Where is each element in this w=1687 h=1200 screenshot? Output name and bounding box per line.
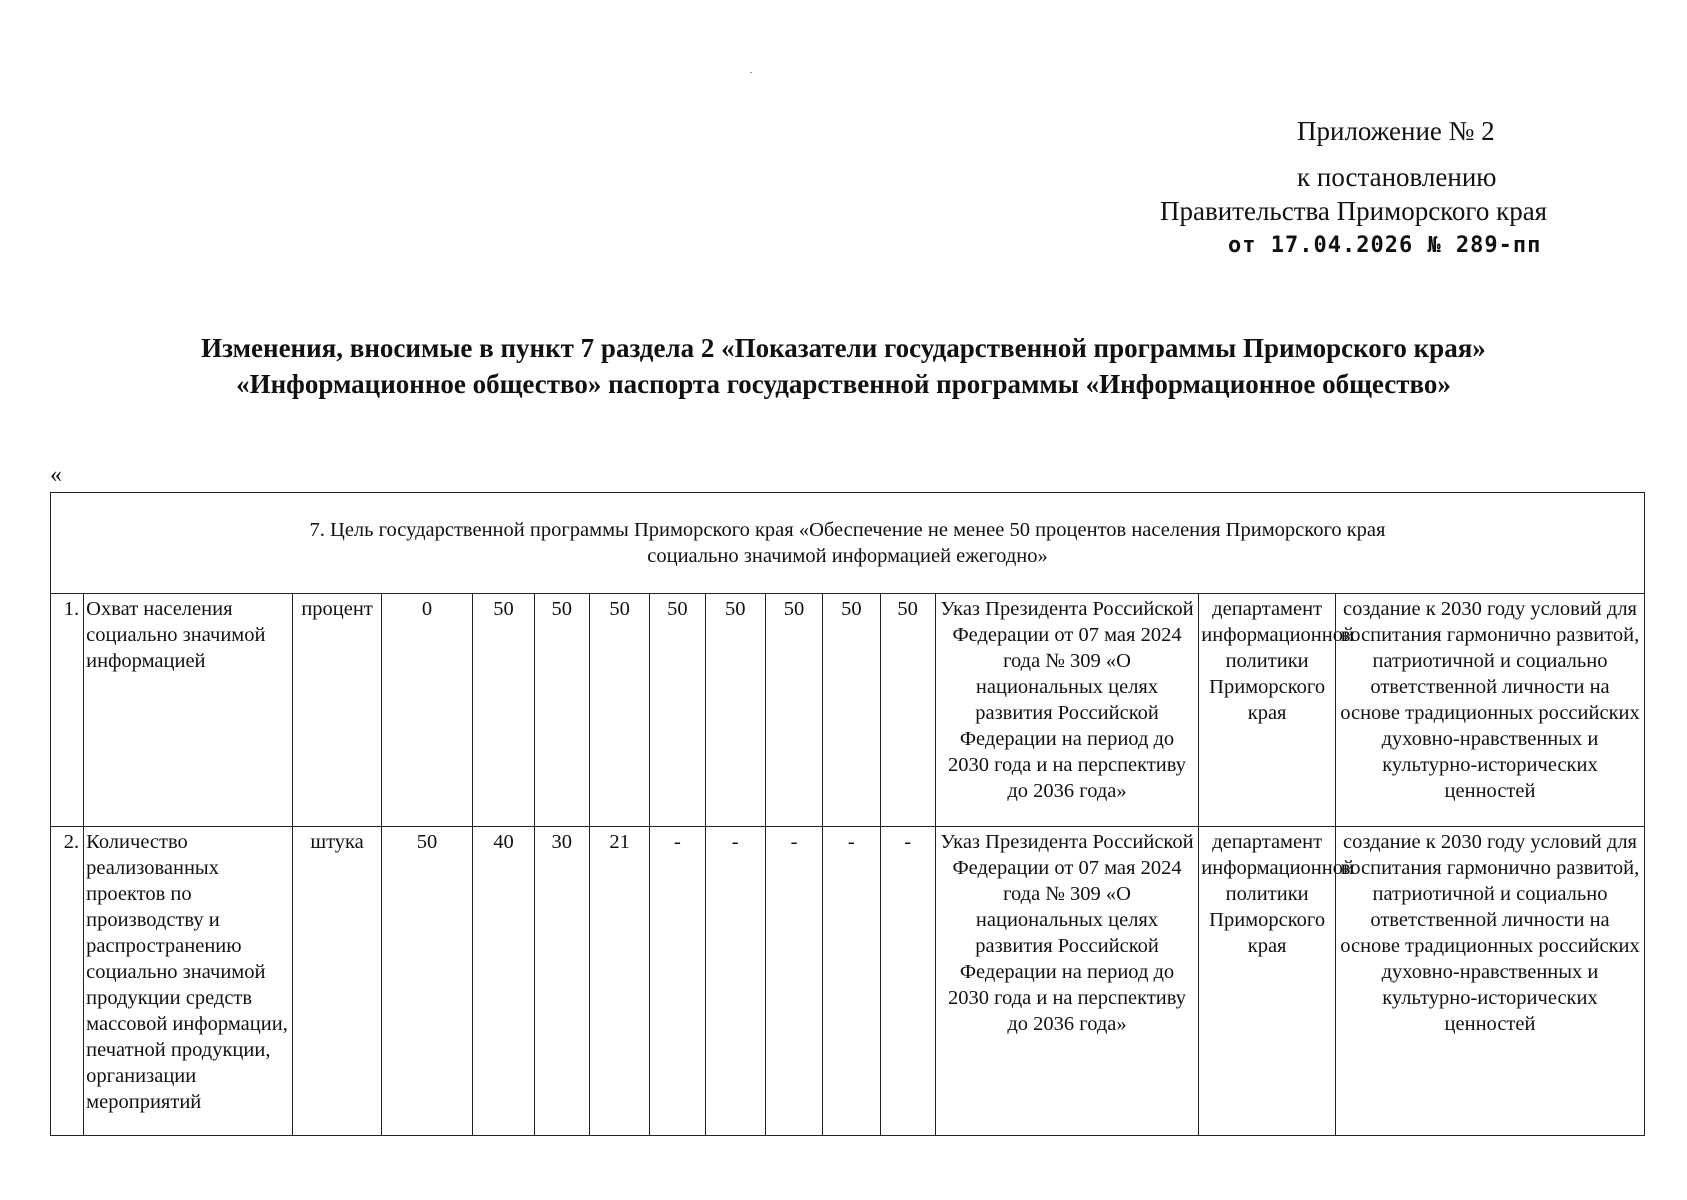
- opening-quote-mark: «: [50, 462, 62, 488]
- value-cell: 30: [534, 827, 589, 1136]
- value-cell: 50: [705, 594, 765, 827]
- document-title-line-2: «Информационное общество» паспорта государственной программы «Информационное общество»: [236, 369, 1451, 399]
- value-cell: 0: [381, 594, 473, 827]
- value-cell: -: [823, 827, 880, 1136]
- row-number: 2.: [51, 827, 84, 1136]
- value-cell: 50: [381, 827, 473, 1136]
- table-row: [51, 594, 1645, 827]
- appendix-resolution-label: к постановлению: [1297, 161, 1497, 192]
- basis-document-cell: Указ Президента Российской Федерации от 07 мая 2024 года № 309 «О национальных целях развития Российской Федерации на период до 2030 года и на перспективу до 2036 года»: [935, 594, 1198, 827]
- national-goal-link-cell: создание к 2030 году условий для воспитания гармонично развитой, патриотичной и социально ответственной личности на основе традиционных российских духовно-нравственных и культурно-исторических ценностей: [1336, 827, 1645, 1136]
- scan-speck: [750, 72, 752, 73]
- document-title: [0, 330, 1687, 402]
- table-row: [51, 827, 1645, 1136]
- responsible-department-cell: департамент информационной политики Приморского края: [1199, 594, 1336, 827]
- value-cell: 50: [880, 594, 935, 827]
- goal-text-line-2: социально значимой информацией ежегодно»: [647, 545, 1048, 567]
- appendix-header: [1160, 115, 1630, 260]
- value-cell: 50: [534, 594, 589, 827]
- value-cell: -: [650, 827, 705, 1136]
- unit-cell: штука: [293, 827, 381, 1136]
- value-cell: 50: [589, 594, 649, 827]
- responsible-department-cell: департамент информационной политики Приморского края: [1199, 827, 1336, 1136]
- indicator-name: Охват населения социально значимой информацией: [84, 594, 293, 827]
- value-cell: 50: [650, 594, 705, 827]
- basis-document-cell: Указ Президента Российской Федерации от 07 мая 2024 года № 309 «О национальных целях развития Российской Федерации на период до 2030 года и на перспективу до 2036 года»: [935, 827, 1198, 1136]
- value-cell: 50: [473, 594, 534, 827]
- value-cell: 50: [765, 594, 822, 827]
- appendix-number: Приложение № 2: [1297, 116, 1495, 146]
- national-goal-link-cell: создание к 2030 году условий для воспитания гармонично развитой, патриотичной и социально ответственной личности на основе традиционных российских духовно-нравственных и культурно-исторических ценностей: [1336, 594, 1645, 827]
- row-number: 1.: [51, 594, 84, 827]
- indicator-name: Количество реализованных проектов по производству и распространению социально значимой продукции средств массовой информации, печатной продукции, организации мероприятий: [84, 827, 293, 1136]
- appendix-date-stamp: от 17.04.2026 № 289-пп: [1228, 233, 1542, 259]
- document-title-line-1: Изменения, вносимые в пункт 7 раздела 2 «Показатели государственной программы Приморского края»: [201, 333, 1486, 363]
- goal-text-line-1: 7. Цель государственной программы Приморского края «Обеспечение не менее 50 процентов населения Приморского края: [309, 519, 1386, 541]
- goal-cell: [51, 493, 1645, 594]
- value-cell: -: [705, 827, 765, 1136]
- value-cell: 21: [589, 827, 649, 1136]
- indicators-table: [50, 492, 1645, 1136]
- value-cell: -: [765, 827, 822, 1136]
- value-cell: 40: [473, 827, 534, 1136]
- value-cell: -: [880, 827, 935, 1136]
- appendix-government: Правительства Приморского края: [1160, 195, 1548, 226]
- value-cell: 50: [823, 594, 880, 827]
- unit-cell: процент: [293, 594, 381, 827]
- goal-row: [51, 493, 1645, 594]
